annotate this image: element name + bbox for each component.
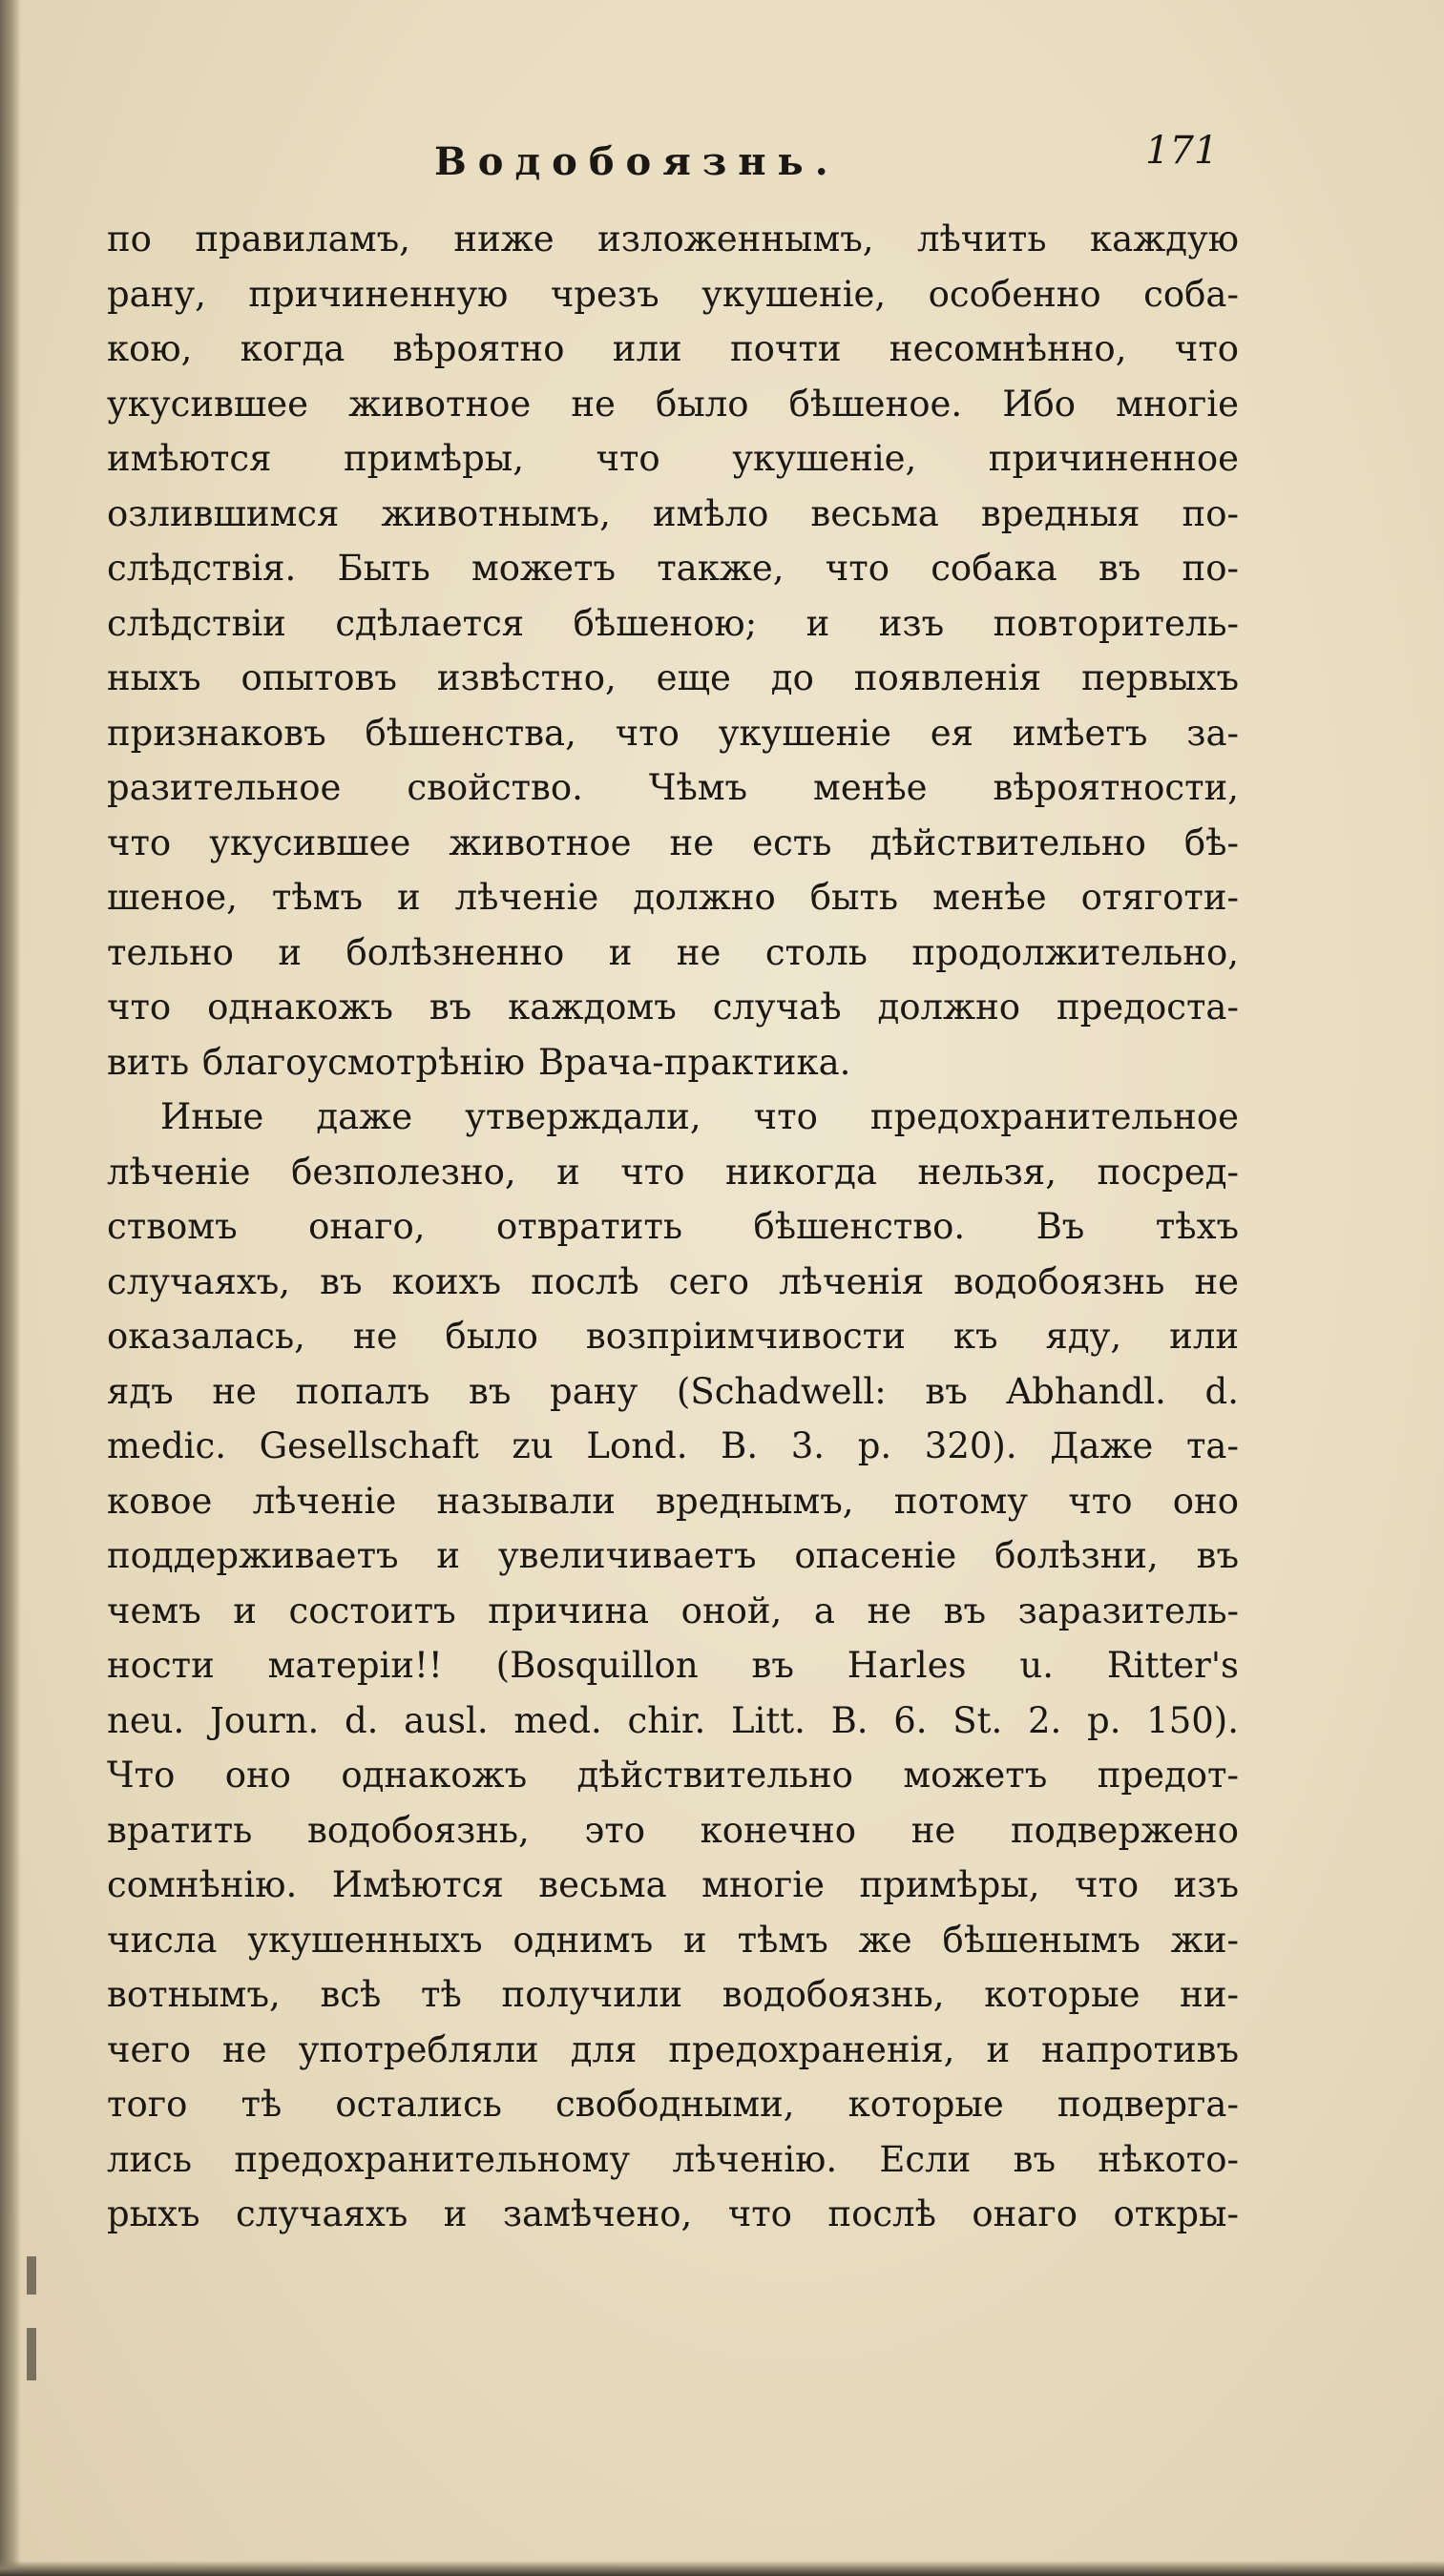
text-line: кою, когда вѣроятно или почти несомнѣнно, что xyxy=(107,328,1239,369)
text-line: вратить водобоязнь, это конечно не подвержено xyxy=(107,1809,1239,1851)
text-line: числа укушенныхъ однимъ и тѣмъ же бѣшенымъ жи- xyxy=(107,1919,1239,1961)
text-line: случаяхъ, въ коихъ послѣ сего лѣченія водобоязнь не xyxy=(107,1260,1239,1302)
text-line: Что оно однакожъ дѣйствительно можетъ предот- xyxy=(107,1755,1239,1796)
margin-mark xyxy=(27,2328,36,2380)
margin-mark xyxy=(27,2256,36,2295)
text-line: ности матеріи!! (Bosquillon въ Harles u. Ritter's xyxy=(107,1645,1239,1686)
text-line: medic. Gesellschaft zu Lond. B. 3. p. 320). Даже та- xyxy=(107,1425,1239,1466)
text-line: Иные даже утверждали, что предохранительное xyxy=(160,1096,1239,1137)
text-line: чего не употребляли для предохраненія, и напротивъ xyxy=(107,2028,1239,2070)
text-line: тельно и болѣзненно и не столь продолжительно, xyxy=(107,931,1239,973)
text-line: имѣются примѣры, что укушеніе, причиненное xyxy=(107,438,1239,479)
text-line: ковое лѣченіе называли вреднымъ, потому что оно xyxy=(107,1480,1239,1522)
text-line: озлившимся животнымъ, имѣло весьма вредныя по- xyxy=(107,492,1239,534)
text-line: что однакожъ въ каждомъ случаѣ должно предоста- xyxy=(107,987,1239,1028)
binding-shadow xyxy=(0,0,21,2576)
text-line: того тѣ остались свободными, которые подверга- xyxy=(107,2084,1239,2125)
paragraph-1 xyxy=(107,212,1239,1090)
page-number: 171 xyxy=(1145,129,1219,173)
text-line: ствомъ онаго, отвратить бѣшенство. Въ тѣхъ xyxy=(107,1206,1239,1247)
text-line: признаковъ бѣшенства, что укушеніе ея имѣетъ за- xyxy=(107,712,1239,754)
text-line: рану, причиненную чрезъ укушеніе, особенно соба- xyxy=(107,273,1239,315)
paragraph-2 xyxy=(107,1090,1239,2242)
text-line: укусившее животное не было бѣшеное. Ибо многіе xyxy=(107,383,1239,425)
text-line: вить благоусмотрѣнію Врача-практика. xyxy=(107,1041,851,1083)
text-line: ядъ не попалъ въ рану (Schadwell: въ Abhandl. d. xyxy=(107,1370,1239,1412)
text-line: neu. Journ. d. ausl. med. chir. Litt. B. 6. St. 2. p. 150). xyxy=(107,1699,1239,1741)
body-text xyxy=(107,212,1239,2242)
text-line: слѣдствія. Быть можетъ также, что собака въ по- xyxy=(107,548,1239,589)
page-header xyxy=(0,129,1444,191)
text-line: ныхъ опытовъ извѣстно, еще до появленія первыхъ xyxy=(107,657,1239,698)
text-line: лѣченіе безполезно, и что никогда нельзя, посред- xyxy=(107,1151,1239,1193)
text-line: чемъ и состоитъ причина оной, а не въ заразитель- xyxy=(107,1589,1239,1631)
text-line: поддерживаетъ и увеличиваетъ опасеніе болѣзни, въ xyxy=(107,1535,1239,1576)
text-line: разительное свойство. Чѣмъ менѣе вѣроятности, xyxy=(107,767,1239,808)
text-line: сомнѣнію. Имѣются весьма многіе примѣры, что изъ xyxy=(107,1864,1239,1905)
text-line: что укусившее животное не есть дѣйствительно бѣ- xyxy=(107,821,1239,863)
text-line: рыхъ случаяхъ и замѣчено, что послѣ онаго откры- xyxy=(107,2193,1239,2234)
page-bottom-edge xyxy=(0,2561,1444,2576)
text-line: оказалась, не было возпріимчивости къ яду, или xyxy=(107,1316,1239,1357)
text-line: вотнымъ, всѣ тѣ получили водобоязнь, которые ни- xyxy=(107,1974,1239,2015)
text-line: слѣдствіи сдѣлается бѣшеною; и изъ повторитель- xyxy=(107,602,1239,644)
text-line: шеное, тѣмъ и лѣченіе должно быть менѣе отяготи- xyxy=(107,877,1239,918)
text-line: лись предохранительному лѣченію. Если въ нѣкото- xyxy=(107,2138,1239,2180)
running-title: Водобоязнь. xyxy=(434,139,840,184)
text-line: по правиламъ, ниже изложеннымъ, лѣчить каждую xyxy=(107,218,1239,260)
